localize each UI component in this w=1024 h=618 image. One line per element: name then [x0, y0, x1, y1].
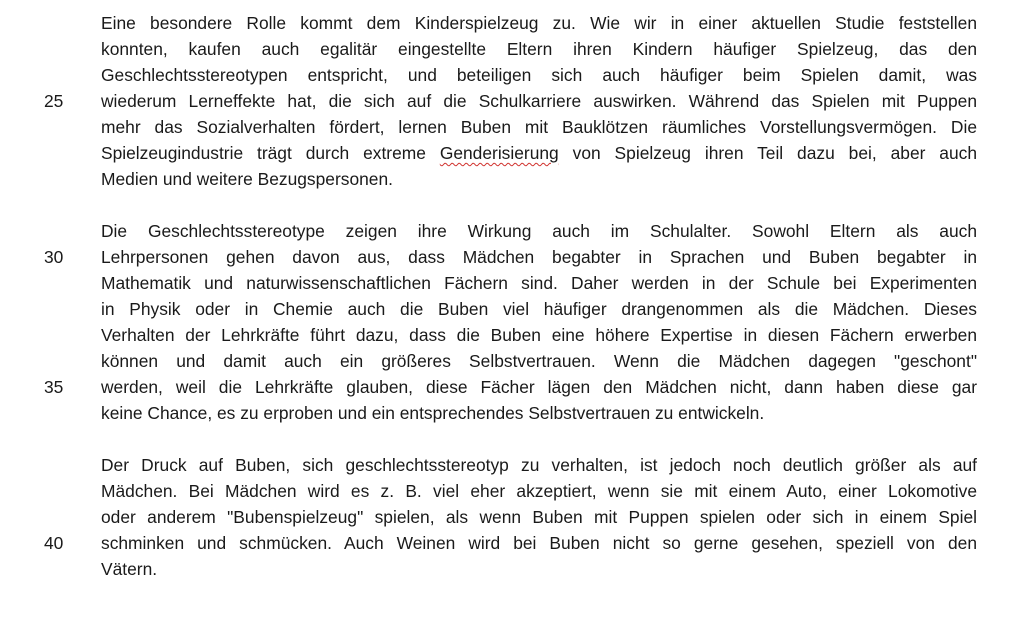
text-line: konnten, kaufen auch egalitär eingestellte Eltern ihren Kindern häufiger Spielzeug, das den [101, 39, 977, 59]
text-line [101, 140, 977, 166]
spellcheck-flagged-word[interactable]: Genderisierung [439, 143, 559, 163]
text-line: Geschlechtsstereotypen entspricht, und beteiligen sich auch häufiger beim Spielen damit, was [101, 65, 977, 85]
line-number-25: 25 [44, 91, 64, 111]
text-segment: Spielzeugindustrie trägt durch extreme [101, 143, 440, 163]
text-line: Lehrpersonen gehen davon aus, dass Mädchen begabter in Sprachen und Buben begabter in [101, 247, 977, 267]
text-segment: von Spielzeug ihren Teil dazu bei, aber auch [558, 143, 978, 163]
text-line: Der Druck auf Buben, sich geschlechtsstereotyp zu verhalten, ist jedoch noch deutlich größer als auf [101, 455, 977, 475]
text-line: Verhalten der Lehrkräfte führt dazu, dass die Buben eine höhere Expertise in diesen Fächern erwerben [101, 325, 977, 345]
line-number-40: 40 [44, 533, 64, 553]
text-line: in Physik oder in Chemie auch die Buben viel häufiger drangenommen als die Mädchen. Dieses [101, 299, 977, 319]
text-line: Die Geschlechtsstereotype zeigen ihre Wirkung auch im Schulalter. Sowohl Eltern als auch [101, 221, 977, 241]
text-line: Medien und weitere Bezugspersonen. [101, 169, 393, 189]
line-number-30: 30 [44, 247, 64, 267]
text-line: Mathematik und naturwissenschaftlichen Fächern sind. Daher werden in der Schule bei Experimenten [101, 273, 977, 293]
text-line: Mädchen. Bei Mädchen wird es z. B. viel eher akzeptiert, wenn sie mit einem Auto, einer Lokomotive [101, 481, 977, 501]
text-line: oder anderem "Bubenspielzeug" spielen, als wenn Buben mit Puppen spielen oder sich in einem Spiel [101, 507, 977, 527]
text-line: Vätern. [101, 559, 158, 579]
text-line: werden, weil die Lehrkräfte glauben, diese Fächer lägen den Mädchen nicht, dann haben diese gar [101, 377, 977, 397]
text-line: schminken und schmücken. Auch Weinen wird bei Buben nicht so gerne gesehen, speziell von den [101, 533, 977, 553]
text-line: keine Chance, es zu erproben und ein entsprechendes Selbstvertrauen zu entwickeln. [101, 403, 765, 423]
line-number-35: 35 [44, 377, 64, 397]
text-line: Eine besondere Rolle kommt dem Kinderspielzeug zu. Wie wir in einer aktuellen Studie feststellen [101, 13, 977, 33]
text-line: können und damit auch ein größeres Selbstvertrauen. Wenn die Mädchen dagegen "geschont" [101, 351, 977, 371]
text-line: wiederum Lerneffekte hat, die sich auf die Schulkarriere auswirken. Während das Spielen mit Puppen [101, 91, 977, 111]
text-line: mehr das Sozialverhalten fördert, lernen Buben mit Bauklötzen räumliches Vorstellungsvermögen. Die [101, 117, 977, 137]
